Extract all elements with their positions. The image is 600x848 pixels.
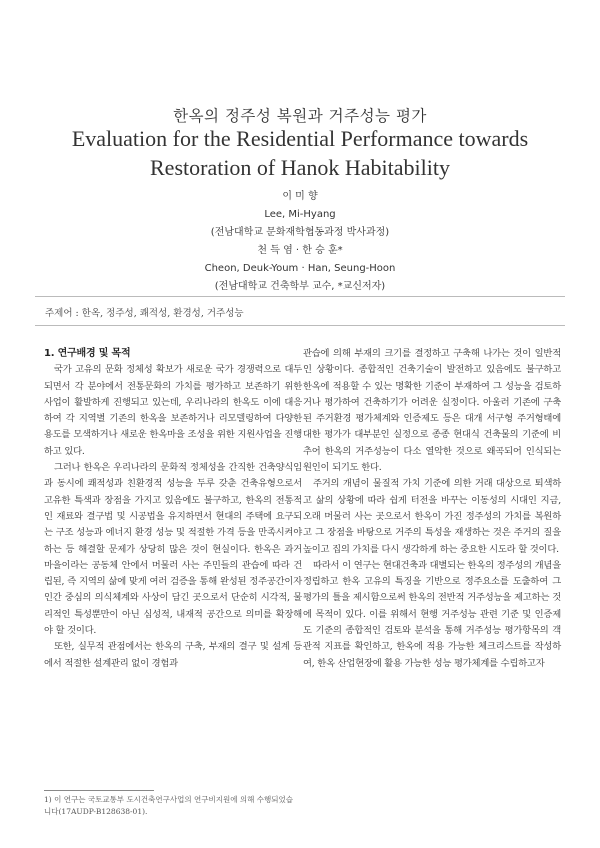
left-column xyxy=(44,346,302,672)
keywords-top-rule xyxy=(35,296,565,297)
author-block xyxy=(0,188,600,296)
paragraph: 국가 고유의 문화 정체성 확보가 새로운 국가 경쟁력으로 대두되면서 각 분야에서 전통문화의 가치를 평가하고 보존하기 위한 사업이 활발하게 진행되고 있는데, 우리나라의 한옥도 이에 대응하여 각 지역별 기존의 한옥을 보존하거나 리모델링하여 다양한 용도를 모색하거나 새로운 한옥마을 조성을 위한 지원사업을 진행하고 있다. xyxy=(44,364,302,457)
author-affiliation: (전남대학교 문화재학협동과정 박사과정) xyxy=(210,227,390,238)
footnote: 1) 이 연구는 국토교통부 도시건축연구사업의 연구비지원에 의해 수행되었습니다(17AUDP-B128638-01). xyxy=(44,795,293,816)
coauthor-affiliation: (전남대학교 건축학부 교수, *교신저자) xyxy=(214,281,386,292)
coauthor-names-korean: 천 득 염 · 한 승 훈* xyxy=(257,245,343,256)
footnote-divider xyxy=(44,790,154,791)
keywords: 주제어 : 한옥, 정주성, 쾌적성, 환경성, 거주성능 xyxy=(45,308,244,319)
title-korean: 한옥의 정주성 복원과 거주성능 평가 xyxy=(173,107,427,125)
paragraph: 그러나 한옥은 우리나라의 문화적 정체성을 간직한 건축양식임과 동시에 쾌적성과 친환경적 성능을 두루 갖춘 건축유형으로서 고유한 특색과 장점을 가지고 있음에도 불구하고, 한옥의 전통적인 재료와 결구법 및 시공법을 유지하면서 현대의 주택에 요구되는 구조 성능과 에너지 환경 성능 및 적절한 가격 등을 만족시켜야 하는 등 해결할 문제가 상당히 많은 것이 현실이다. 한옥은 과거 마을이라는 공동체 안에서 머물러 사는 주민들의 관습에 따라 건립된, 즉 지역의 삶에 맞게 여러 검증을 통해 완성된 정주공간이자 인간 중심의 의식체계와 사상이 담긴 곳으로서 단순히 시각적, 물리적인 특성뿐만이 아닌 심성적, 내재적 공간으로 의미를 확장해야 할 것이다. xyxy=(44,462,302,637)
title-english: Evaluation for the Residential Performance towards Restoration of Hanok Habitability xyxy=(71,126,529,180)
paragraph: 주거의 개념이 물질적 가치 기준에 의한 거래 대상으로 퇴색하고 삶의 상황에 따라 쉽게 터전을 바꾸는 이동성의 시대인 지금, 오래 머물러 사는 곳으로서 한옥이 가진 정주성의 가치를 복원하고 그 장점을 바탕으로 거주의 특성을 재생하는 것은 주거의 질을 높이고 집의 가치를 다시 생각하게 하는 중요한 시도라 할 것이다. xyxy=(303,478,561,555)
paragraph: 따라서 이 연구는 현대건축과 대별되는 한옥의 정주성의 개념을 정립하고 한옥 고유의 특징을 기반으로 정주요소를 도출하여 그 평가의 틀을 제시함으로써 한옥의 전반적 거주성능을 제고하는 것에 목적이 있다. 이를 위해서 현행 거주성능 관련 기준 및 인증제도 기준의 종합적인 검토와 분석을 통해 거주성능 평가항목의 객관적 지표를 확인하고, 한옥에 적용 가능한 체크리스트를 작성하여, 한옥 산업현장에 활용 가능한 성능 평가체계를 수립하고자 xyxy=(303,559,561,669)
right-column xyxy=(303,346,561,672)
paragraph: 관습에 의해 부재의 크기를 결정하고 구축해 나가는 것이 일반적인 상황이다. 종합적인 건축기술이 발전하고 있음에도 불구하고 한옥에 적용할 수 있는 명확한 기준이 부재하여 그 성능을 검토하거나 평가하여 건축하기가 어려운 실정이다. 아울러 기존에 구축된 주거환경 평가체계와 인증제도 등은 대개 서구형 주거형태에 대한 평가가 대부분인 실정으로 종종 현대식 건축물의 기준에 비추어 한옥의 거주성능이 다소 열악한 것으로 왜곡되어 인식되는 원인이 되기도 한다. xyxy=(303,348,561,474)
paragraph: 또한, 실무적 관점에서는 한옥의 구축, 부재의 결구 및 설계 등에서 적절한 설계관리 없이 경험과 xyxy=(44,641,302,669)
coauthor-names-english: Cheon, Deuk-Youm · Han, Seung-Hoon xyxy=(204,263,396,274)
author-name-english: Lee, Mi-Hyang xyxy=(264,209,336,220)
keywords-bottom-rule xyxy=(35,325,565,326)
author-name-korean: 이 미 향 xyxy=(282,191,318,202)
section-heading: 1. 연구배경 및 목적 xyxy=(44,348,131,359)
